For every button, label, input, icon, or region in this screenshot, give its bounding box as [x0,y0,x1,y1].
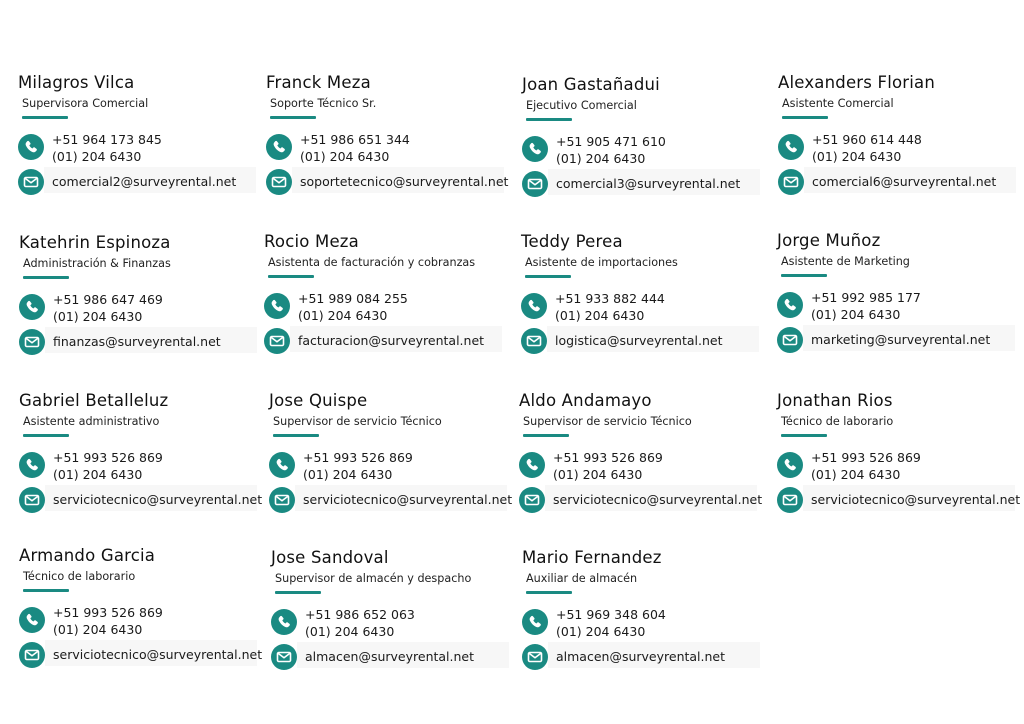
contact-name: Jose Quispe [269,391,368,410]
contact-role: Supervisora Comercial [22,97,149,110]
mobile-phone[interactable]: +51 969 348 604 [556,607,666,622]
email-icon [19,487,45,513]
phone-icon [266,134,292,160]
contact-role: Supervisor de servicio Técnico [273,415,442,428]
landline-phone[interactable]: (01) 204 6430 [812,149,902,164]
contact-name: Joan Gastañadui [522,75,660,94]
contact-role: Técnico de laborario [23,570,136,583]
email-icon [264,328,290,354]
contact-role: Supervisor de servicio Técnico [523,415,692,428]
landline-phone[interactable]: (01) 204 6430 [553,467,643,482]
email-icon [522,171,548,197]
phone-icon [18,134,44,160]
role-underline [526,591,572,594]
email-link[interactable]: logistica@surveyrental.net [555,333,723,348]
phone-icon [521,293,547,319]
role-underline [526,118,572,121]
mobile-phone[interactable]: +51 933 882 444 [555,291,665,306]
contact-role: Asistente de importaciones [525,256,678,269]
role-underline [270,116,316,119]
email-link[interactable]: soportetecnico@surveyrental.net [300,174,509,189]
landline-phone[interactable]: (01) 204 6430 [556,151,646,166]
mobile-phone[interactable]: +51 905 471 610 [556,134,666,149]
phone-icon [271,609,297,635]
contact-card [777,231,1017,351]
contact-name: Gabriel Betalleluz [19,391,169,410]
landline-phone[interactable]: (01) 204 6430 [811,467,901,482]
phone-icon [19,452,45,478]
role-underline [23,434,69,437]
mobile-phone[interactable]: +51 993 526 869 [53,605,163,620]
email-icon [519,487,545,513]
contact-role: Asistenta de facturación y cobranzas [268,256,476,269]
mobile-phone[interactable]: +51 993 526 869 [303,450,413,465]
role-underline [782,116,828,119]
phone-icon [519,452,545,478]
contact-card [269,391,513,511]
phone-icon [269,452,295,478]
mobile-phone[interactable]: +51 986 652 063 [305,607,415,622]
email-link[interactable]: comercial6@surveyrental.net [812,174,997,189]
contact-name: Mario Fernandez [522,548,662,567]
email-link[interactable]: serviciotecnico@surveyrental.net [811,492,1021,507]
email-link[interactable]: serviciotecnico@surveyrental.net [303,492,513,507]
role-underline [23,589,69,592]
email-link[interactable]: finanzas@surveyrental.net [53,334,221,349]
email-link[interactable]: almacen@surveyrental.net [305,649,475,664]
mobile-phone[interactable]: +51 986 647 469 [53,292,163,307]
landline-phone[interactable]: (01) 204 6430 [811,307,901,322]
contact-name: Jorge Muñoz [777,231,881,250]
contact-card [519,391,763,511]
mobile-phone[interactable]: +51 960 614 448 [812,132,922,147]
contact-card [264,232,504,352]
role-underline [23,276,69,279]
landline-phone[interactable]: (01) 204 6430 [556,624,646,639]
email-link[interactable]: facturacion@surveyrental.net [298,333,485,348]
contact-name: Alexanders Florian [778,73,936,92]
landline-phone[interactable]: (01) 204 6430 [300,149,390,164]
contact-role: Técnico de laborario [781,415,894,428]
contact-role: Auxiliar de almacén [526,572,638,585]
role-underline [781,274,827,277]
contact-card [522,548,762,668]
role-underline [275,591,321,594]
contact-name: Jose Sandoval [271,548,389,567]
landline-phone[interactable]: (01) 204 6430 [53,467,143,482]
email-icon [266,169,292,195]
email-icon [18,169,44,195]
contact-role: Asistente Comercial [782,97,894,110]
phone-icon [778,134,804,160]
contact-role: Ejecutivo Comercial [526,99,637,112]
email-link[interactable]: serviciotecnico@surveyrental.net [553,492,763,507]
phone-icon [522,609,548,635]
email-link[interactable]: almacen@surveyrental.net [556,649,726,664]
contact-role: Asistente de Marketing [781,255,910,268]
role-underline [268,275,314,278]
phone-icon [522,136,548,162]
email-icon [777,327,803,353]
contact-card [522,75,762,195]
role-underline [781,434,827,437]
mobile-phone[interactable]: +51 989 084 255 [298,291,408,306]
phone-icon [19,607,45,633]
phone-icon [264,293,290,319]
landline-phone[interactable]: (01) 204 6430 [53,309,143,324]
landline-phone[interactable]: (01) 204 6430 [298,308,388,323]
mobile-phone[interactable]: +51 993 526 869 [811,450,921,465]
contact-card [19,546,263,666]
contact-name: Armando Garcia [19,546,156,565]
email-link[interactable]: marketing@surveyrental.net [811,332,991,347]
email-icon [522,644,548,670]
email-link[interactable]: comercial3@surveyrental.net [556,176,741,191]
email-link[interactable]: comercial2@surveyrental.net [52,174,237,189]
phone-icon [777,292,803,318]
landline-phone[interactable]: (01) 204 6430 [53,622,143,637]
email-icon [778,169,804,195]
email-link[interactable]: serviciotecnico@surveyrental.net [53,492,263,507]
email-link[interactable]: serviciotecnico@surveyrental.net [53,647,263,662]
contact-role: Asistente administrativo [23,415,160,428]
phone-icon [19,294,45,320]
mobile-phone[interactable]: +51 964 173 845 [52,132,162,147]
contact-card [777,391,1021,511]
contact-name: Jonathan Rios [777,391,893,410]
contact-name: Katehrin Espinoza [19,233,171,252]
email-icon [19,642,45,668]
mobile-phone[interactable]: +51 986 651 344 [300,132,410,147]
role-underline [523,434,569,437]
contact-card [266,73,509,193]
phone-icon [777,452,803,478]
email-icon [269,487,295,513]
contact-card [18,73,258,193]
contact-card [521,232,761,352]
contact-card [271,548,511,668]
contact-role: Administración & Finanzas [23,257,171,270]
role-underline [273,434,319,437]
contact-role: Supervisor de almacén y despacho [275,572,472,585]
role-underline [22,116,68,119]
contact-name: Franck Meza [266,73,371,92]
mobile-phone[interactable]: +51 993 526 869 [553,450,663,465]
contact-card [19,391,263,511]
mobile-phone[interactable]: +51 993 526 869 [53,450,163,465]
contact-name: Aldo Andamayo [519,391,652,410]
contact-name: Teddy Perea [521,232,623,251]
contact-name: Rocio Meza [264,232,359,251]
email-icon [271,644,297,670]
landline-phone[interactable]: (01) 204 6430 [303,467,393,482]
email-icon [19,329,45,355]
contact-role: Soporte Técnico Sr. [270,97,377,110]
landline-phone[interactable]: (01) 204 6430 [555,308,645,323]
landline-phone[interactable]: (01) 204 6430 [52,149,142,164]
email-icon [777,487,803,513]
contact-card [19,233,259,353]
role-underline [525,275,571,278]
email-icon [521,328,547,354]
landline-phone[interactable]: (01) 204 6430 [305,624,395,639]
contact-card [778,73,1018,193]
mobile-phone[interactable]: +51 992 985 177 [811,290,921,305]
contact-name: Milagros Vilca [18,73,135,92]
